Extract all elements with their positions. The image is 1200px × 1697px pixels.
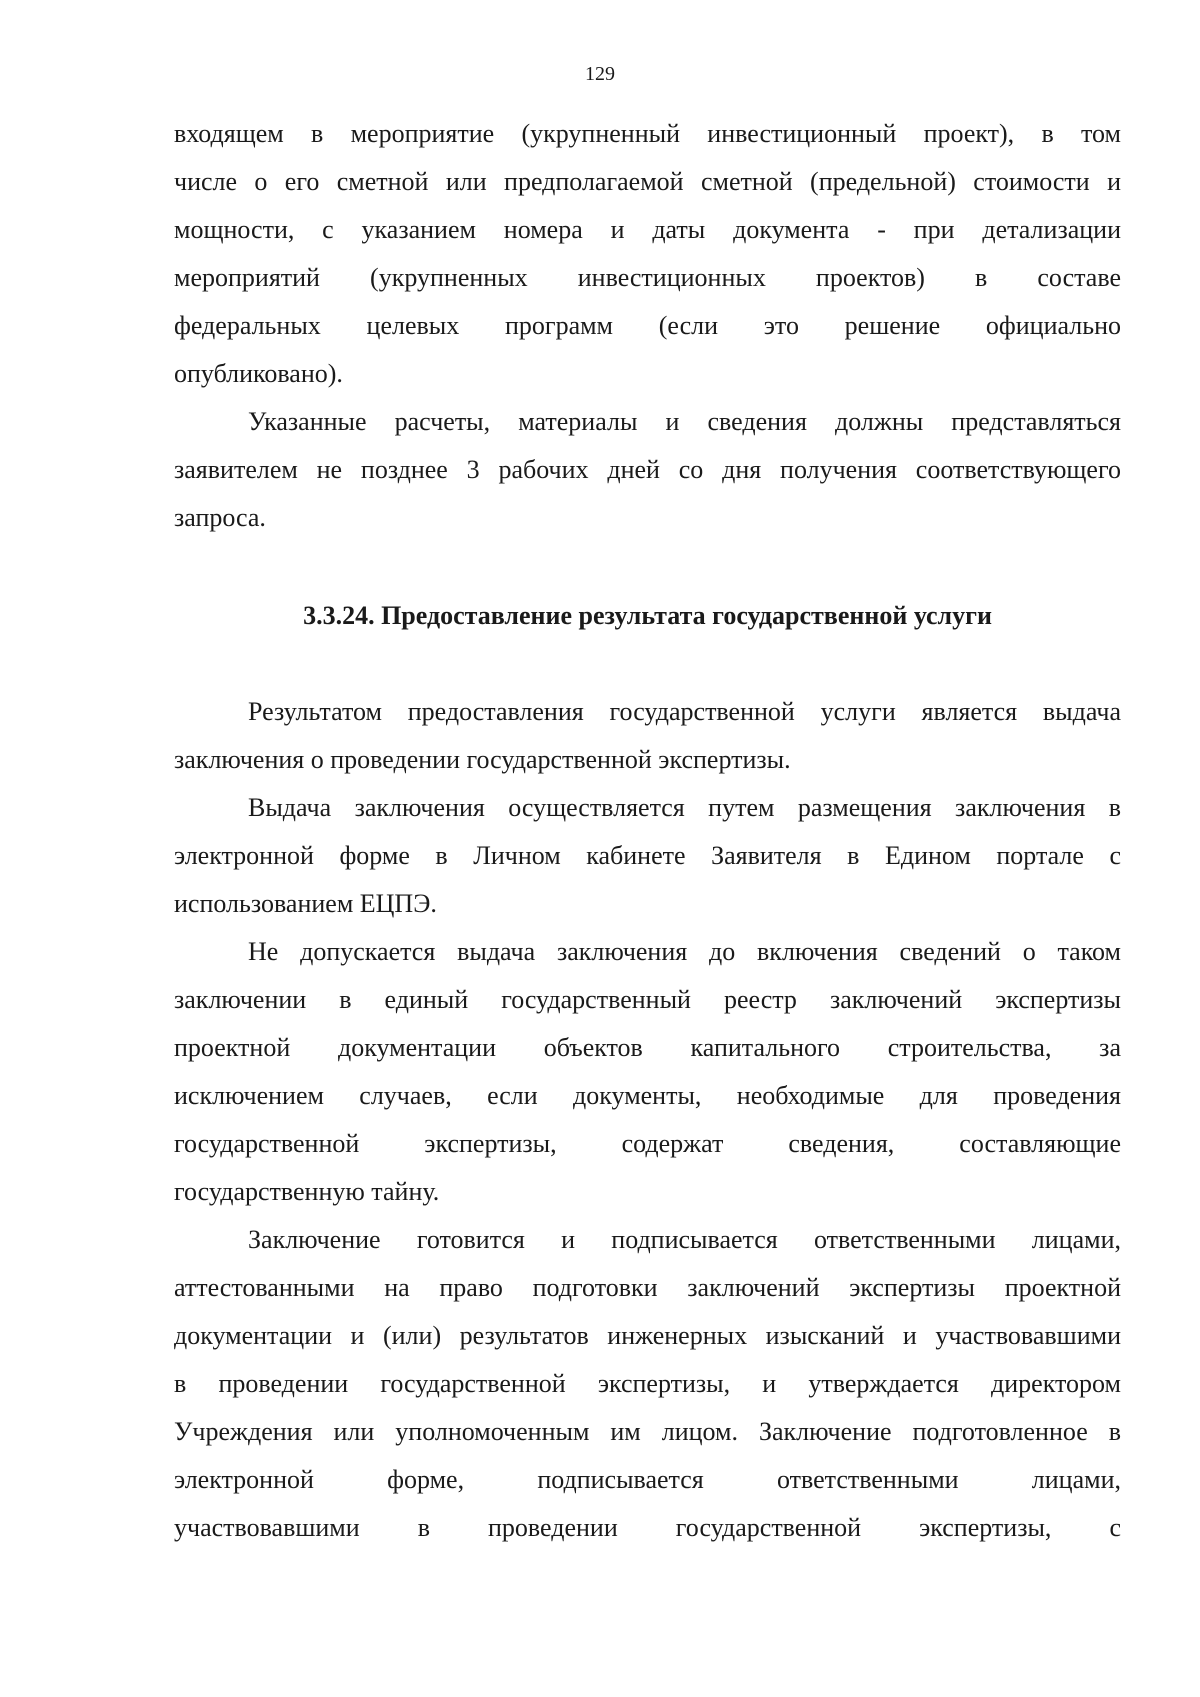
- paragraph-registry: [174, 928, 1121, 1216]
- text-line: участвовавшими в проведении государственной экспертизы, с: [174, 1513, 1121, 1542]
- intro-paragraph: [174, 110, 1121, 398]
- text-line: использованием ЕЦПЭ.: [174, 889, 437, 918]
- text-line: электронной форме, подписывается ответственными лицами,: [174, 1465, 1121, 1494]
- paragraph-signing: [174, 1216, 1121, 1552]
- text-line: мощности, с указанием номера и даты документа - при детализации: [174, 215, 1121, 244]
- text-line: проектной документации объектов капитального строительства, за: [174, 1033, 1121, 1062]
- text-line: государственную тайну.: [174, 1177, 440, 1206]
- section-heading: 3.3.24. Предоставление результата государственной услуги: [303, 601, 992, 630]
- text-line: заключения о проведении государственной экспертизы.: [174, 745, 791, 774]
- text-line: заключении в единый государственный реестр заключений экспертизы: [174, 985, 1121, 1014]
- text-line: мероприятий (укрупненных инвестиционных проектов) в составе: [174, 263, 1121, 292]
- text-line: Результатом предоставления государственной услуги является выдача: [248, 697, 1121, 726]
- text-line: входящем в мероприятие (укрупненный инвестиционный проект), в том: [174, 119, 1121, 148]
- text-line: исключением случаев, если документы, необходимые для проведения: [174, 1081, 1121, 1110]
- paragraph-issuance: [174, 784, 1121, 928]
- text-line: Выдача заключения осуществляется путем размещения заключения в: [248, 793, 1121, 822]
- text-line: числе о его сметной или предполагаемой сметной (предельной) стоимости и: [174, 167, 1121, 196]
- text-line: опубликовано).: [174, 359, 343, 388]
- text-line: заявителем не позднее 3 рабочих дней со дня получения соответствующего: [174, 455, 1121, 484]
- text-line: Учреждения или уполномоченным им лицом. Заключение подготовленное в: [174, 1417, 1121, 1446]
- text-line: Не допускается выдача заключения до включения сведений о таком: [248, 937, 1121, 966]
- text-line: федеральных целевых программ (если это решение официально: [174, 311, 1121, 340]
- page-number: 129: [585, 63, 615, 85]
- page-content: [174, 110, 1121, 1552]
- text-line: Указанные расчеты, материалы и сведения должны представляться: [248, 407, 1121, 436]
- paragraph-calculations: [174, 398, 1121, 542]
- paragraph-result: [174, 688, 1121, 784]
- text-line: электронной форме в Личном кабинете Заявителя в Едином портале с: [174, 841, 1121, 870]
- text-line: в проведении государственной экспертизы, и утверждается директором: [174, 1369, 1121, 1398]
- text-line: аттестованными на право подготовки заключений экспертизы проектной: [174, 1273, 1121, 1302]
- text-line: документации и (или) результатов инженерных изысканий и участвовавшими: [174, 1321, 1121, 1350]
- text-line: Заключение готовится и подписывается ответственными лицами,: [248, 1225, 1121, 1254]
- text-line: запроса.: [174, 503, 266, 532]
- text-line: государственной экспертизы, содержат сведения, составляющие: [174, 1129, 1121, 1158]
